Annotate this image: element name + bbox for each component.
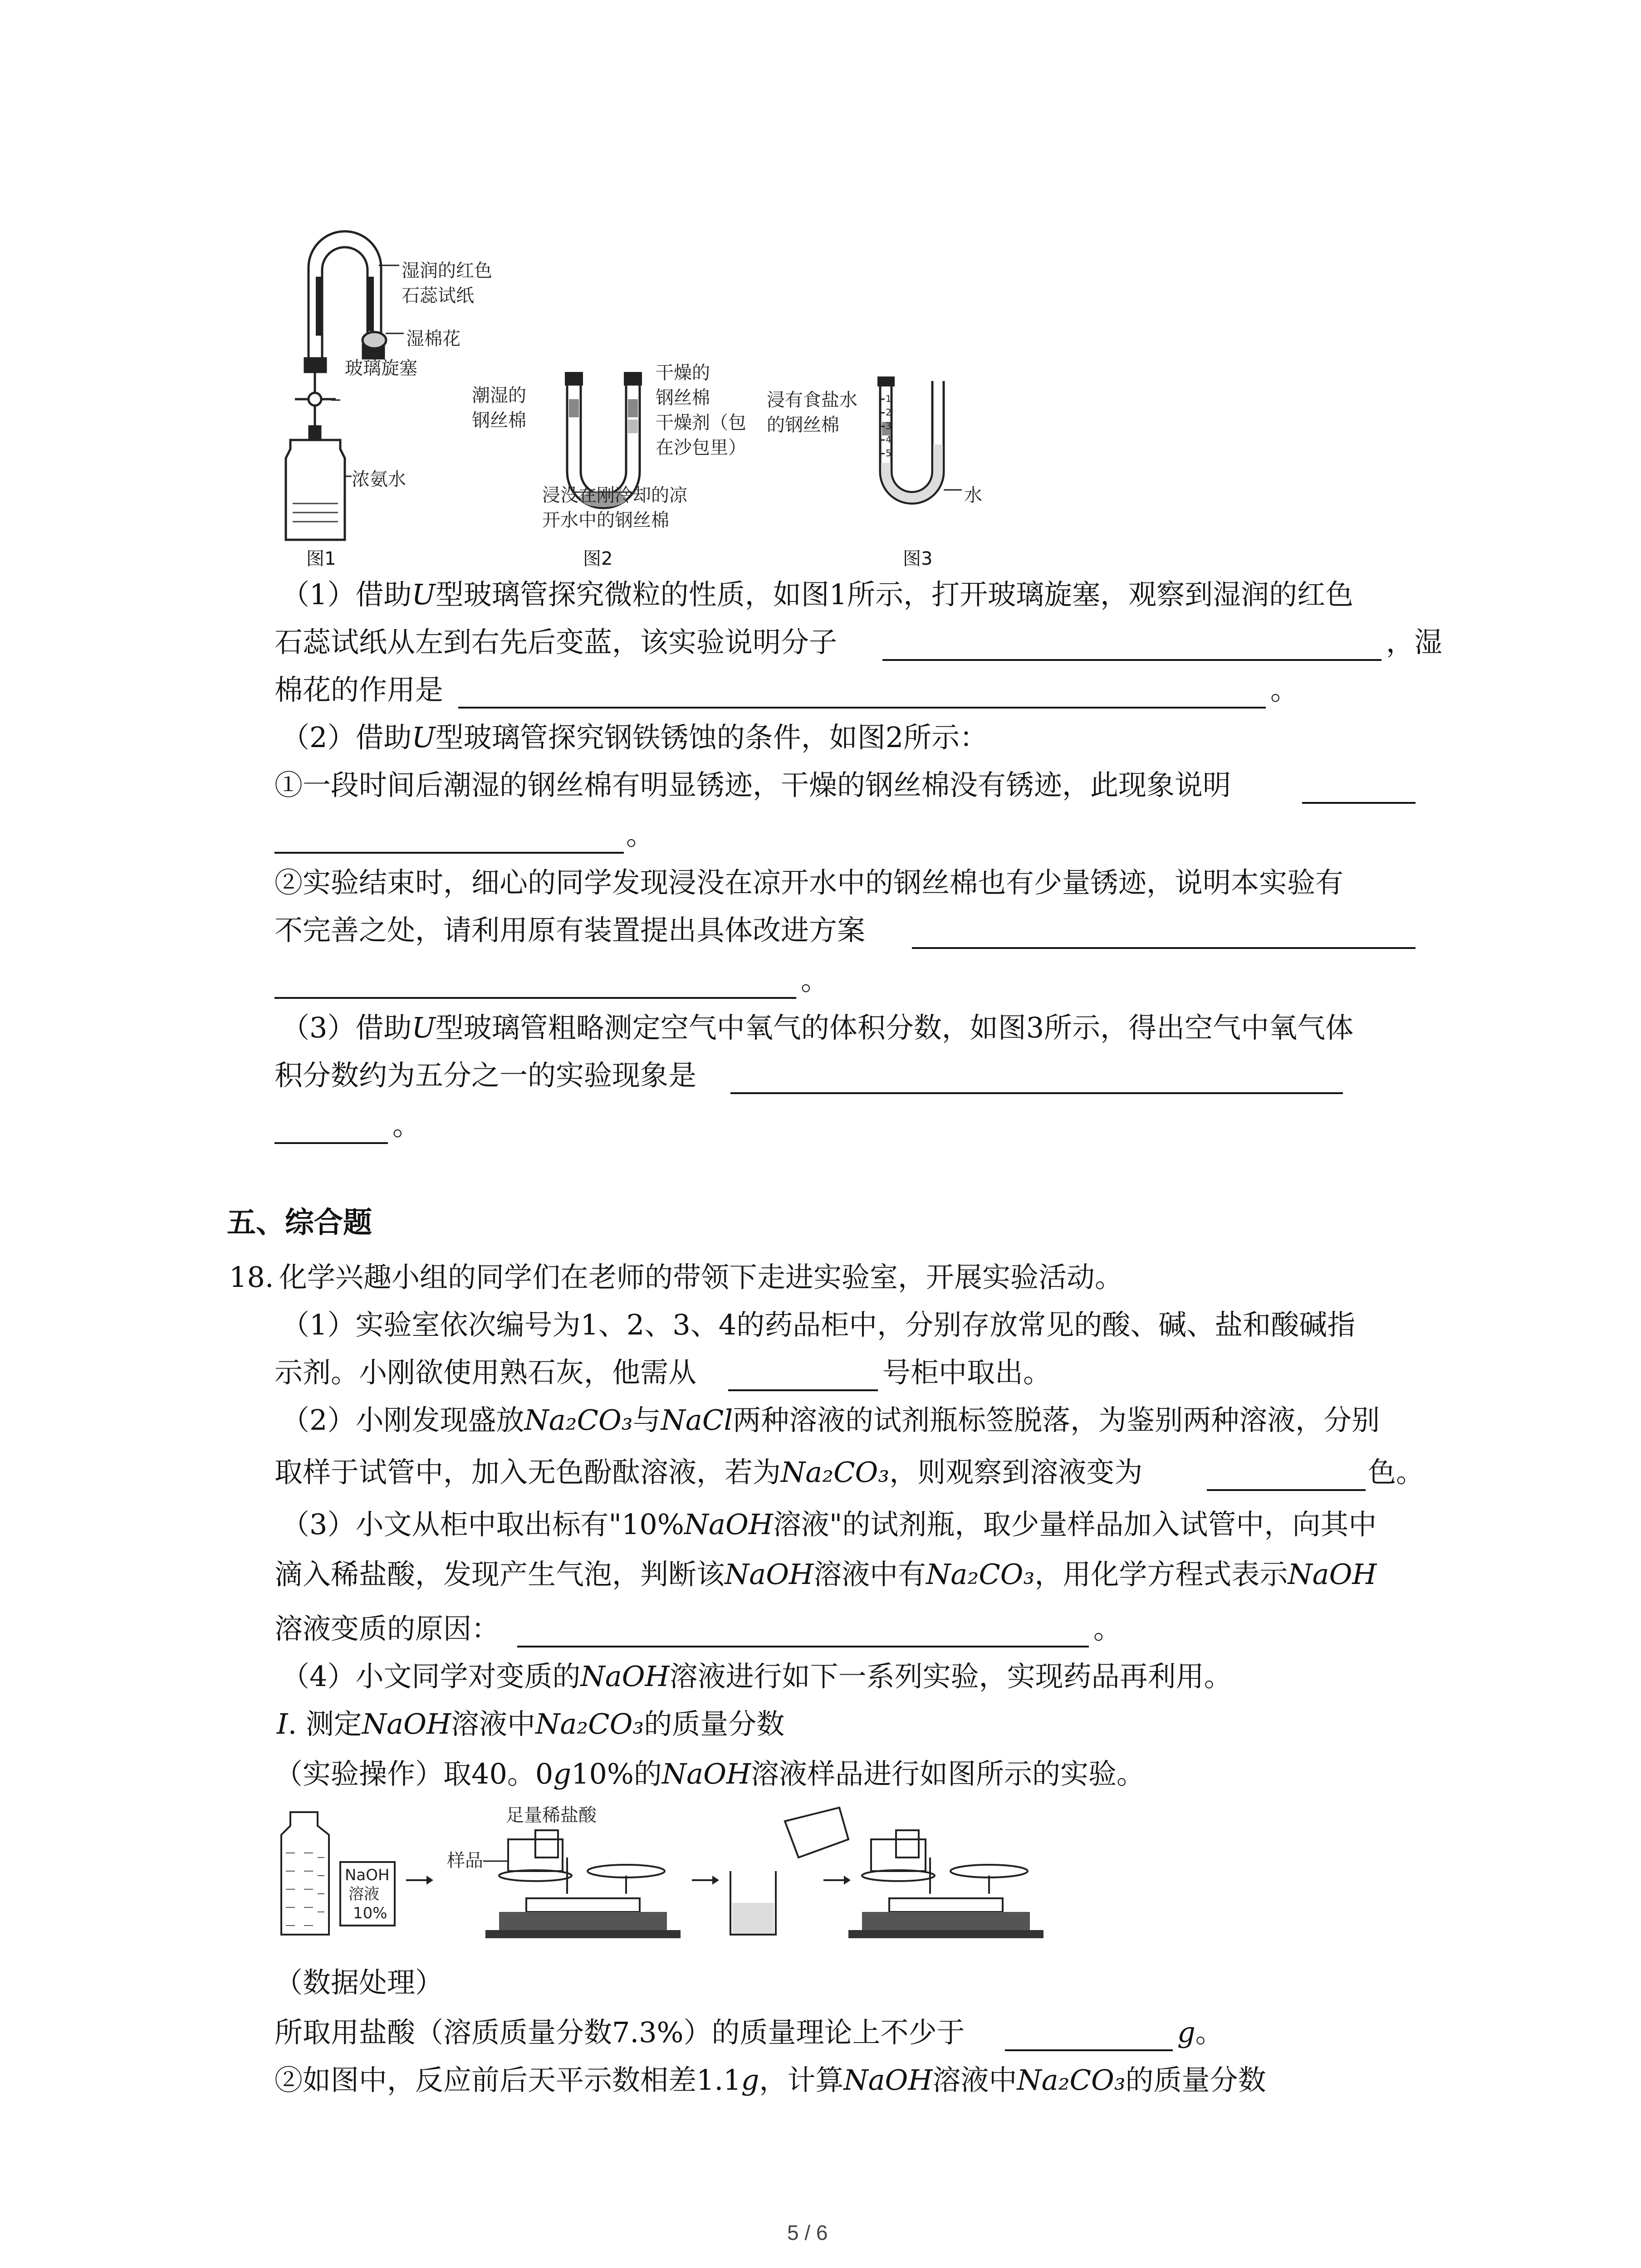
formula-na2co3: Na₂CO₃ <box>1017 2063 1126 2097</box>
fig3-caption: 图3 <box>903 548 933 569</box>
u-symbol: U <box>411 1011 436 1044</box>
fig2-label-wet-1: 潮湿的 <box>472 385 526 406</box>
formula-na2co3: Na₂CO₃ <box>535 1707 644 1740</box>
answer-blank-2[interactable] <box>458 680 1266 709</box>
text: 积分数约为五分之一的实验现象是 <box>274 1059 697 1092</box>
formula-naoh: NaOH <box>580 1660 670 1693</box>
formula-na2co3: Na₂CO₃ <box>781 1456 890 1489</box>
fig1-label-litmus-2: 石蕊试纸 <box>402 285 474 306</box>
text: 10%的 <box>571 1757 662 1790</box>
bottle-liquid-dashes <box>286 1853 324 1926</box>
fig3-scale-2: 2 <box>886 407 892 418</box>
text: 溶液样品进行如图所示的实验。 <box>750 1757 1145 1790</box>
fig3-scale-4: 4 <box>886 434 892 445</box>
formula-nacl: NaCl <box>661 1403 733 1437</box>
bottle-label-percent: 10% <box>353 1904 387 1922</box>
formula-naoh: NaOH <box>661 1757 751 1790</box>
text: 不完善之处，请利用原有装置提出具体改进方案 <box>274 914 866 947</box>
text: 。 <box>626 818 655 851</box>
fig3-label-water: 水 <box>964 485 982 506</box>
text: 型玻璃管探究钢铁锈蚀的条件，如图2所示： <box>435 721 988 754</box>
answer-blank-9[interactable] <box>1005 2023 1173 2051</box>
text: ②如图中，反应前后天平示数相差1.1 <box>274 2063 741 2097</box>
text: 所取用盐酸（溶质质量分数7.3%）的质量理论上不少于 <box>274 2016 965 2049</box>
text: （1）实验室依次编号为1、2、3、4的药品柜中，分别存放常见的酸、碱、盐和酸碱指 <box>281 1308 1356 1341</box>
text: 溶液进行如下一系列实验，实现药品再利用。 <box>669 1660 1232 1693</box>
text: （实验操作）取40。0 <box>274 1757 554 1790</box>
answer-blank-7[interactable] <box>1207 1463 1366 1491</box>
question-number: 18. <box>229 1261 274 1294</box>
text: 滴入稀盐酸，发现产生气泡，判断该 <box>274 1558 725 1591</box>
figure-balance-experiment <box>272 1803 1384 1939</box>
unit-g: g <box>1177 2016 1195 2049</box>
fig2-label-dry-1: 干燥的 <box>656 362 710 383</box>
fig3-scale-1: 1 <box>886 393 892 404</box>
bottle-label-solution: 溶液 <box>348 1885 379 1903</box>
fig2-label-desiccant-1: 干燥剂（包 <box>656 412 746 433</box>
text: 型玻璃管粗略测定空气中氧气的体积分数，如图3所示，得出空气中氧气体 <box>435 1011 1354 1044</box>
text: 。 <box>1195 2016 1224 2049</box>
formula-naoh: NaOH <box>1288 1558 1377 1591</box>
text: （4）小文同学对变质的 <box>281 1660 581 1693</box>
text: 溶液"的试剂瓶，取少量样品加入试管中，向其中 <box>773 1508 1377 1541</box>
acid-label: 足量稀盐酸 <box>506 1805 597 1826</box>
formula-na2co3: Na₂CO₃ <box>524 1403 633 1437</box>
answer-blank-5a[interactable] <box>730 1066 1343 1094</box>
text: 的质量分数 <box>644 1707 785 1740</box>
u-symbol: U <box>411 721 436 754</box>
text: 溶液变质的原因： <box>274 1612 500 1645</box>
text: 。 <box>801 963 829 997</box>
fig2-label-submerged-1: 浸没在刚冷却的凉 <box>542 485 687 506</box>
text: 两种溶液的试剂瓶标签脱落，为鉴别两种溶液，分别 <box>733 1403 1380 1437</box>
bottle-label-naoh: NaOH <box>345 1866 390 1884</box>
text: 的质量分数 <box>1125 2063 1266 2097</box>
text: （数据处理） <box>274 1966 444 1999</box>
text: ，湿 <box>1386 626 1443 659</box>
text: 。 <box>392 1109 421 1142</box>
u-symbol: U <box>411 578 436 611</box>
fig3-scale-3: 3 <box>886 420 892 431</box>
answer-blank-1[interactable] <box>882 633 1381 661</box>
fig2-label-dry-2: 钢丝棉 <box>656 387 710 408</box>
text: （2）小刚发现盛放 <box>281 1403 524 1437</box>
fig2-caption: 图2 <box>583 548 613 569</box>
text: 石蕊试纸从左到右先后变蓝，该实验说明分子 <box>274 626 838 659</box>
text: 取样于试管中，加入无色酚酞溶液，若为 <box>274 1456 781 1489</box>
answer-blank-4a[interactable] <box>912 921 1416 949</box>
fig3-label-saltwater-2: 的钢丝棉 <box>767 415 839 435</box>
fig3-scale-5: 5 <box>886 448 892 459</box>
fig1-caption: 图1 <box>306 548 336 569</box>
formula-naoh: NaOH <box>725 1558 814 1591</box>
fig2-label-submerged-2: 开水中的钢丝棉 <box>542 510 669 531</box>
answer-blank-6[interactable] <box>728 1363 878 1391</box>
text: ，计算 <box>759 2063 844 2097</box>
formula-naoh: NaOH <box>843 2063 933 2097</box>
answer-blank-8[interactable] <box>517 1619 1089 1647</box>
fig1-label-cotton: 湿棉花 <box>406 328 460 349</box>
text: 示剂。小刚欲使用熟石灰，他需从 <box>274 1356 697 1389</box>
fig2-label-desiccant-2: 在沙包里） <box>656 437 746 458</box>
text: . 测定 <box>288 1707 362 1740</box>
text: 溶液中 <box>451 1707 536 1740</box>
fig1-label-litmus-1: 湿润的红色 <box>402 260 492 281</box>
unit-g: g <box>553 1757 572 1790</box>
fig3-label-saltwater-1: 浸有食盐水 <box>767 390 857 411</box>
fig2-label-wet-2: 钢丝棉 <box>472 410 526 431</box>
figure-3-u-tube-oxygen <box>871 372 980 522</box>
text: 号柜中取出。 <box>882 1356 1052 1389</box>
text: 型玻璃管探究微粒的性质，如图1所示，打开玻璃旋塞，观察到湿润的红色 <box>435 578 1354 611</box>
formula-naoh: NaOH <box>684 1508 773 1541</box>
text: 。 <box>1093 1612 1122 1645</box>
fig1-label-ammonia: 浓氨水 <box>352 469 406 490</box>
answer-blank-5b[interactable] <box>274 1116 388 1144</box>
formula-na2co3: Na₂CO₃ <box>926 1558 1035 1591</box>
text: 化学兴趣小组的同学们在老师的带领下走进实验室，开展实验活动。 <box>279 1261 1123 1294</box>
sample-label: 样品 <box>447 1850 483 1871</box>
text: （3）借助 <box>281 1011 412 1044</box>
unit-g: g <box>741 2063 759 2097</box>
text: ，用化学方程式表示 <box>1034 1558 1288 1591</box>
text: ①一段时间后潮湿的钢丝棉有明显锈迹，干燥的钢丝棉没有锈迹，此现象说明 <box>274 768 1231 802</box>
text: ②实验结束时，细心的同学发现浸没在凉开水中的钢丝棉也有少量锈迹，说明本实验有 <box>274 866 1344 899</box>
text: 。 <box>1270 673 1299 706</box>
roman-i: I <box>277 1707 288 1740</box>
text: 与 <box>632 1403 661 1437</box>
answer-blank-3b[interactable] <box>274 826 624 854</box>
text: 棉花的作用是 <box>274 673 444 706</box>
text: 溶液中有 <box>813 1558 926 1591</box>
text: （1）借助 <box>281 578 412 611</box>
text: （3）小文从柜中取出标有"10% <box>281 1508 684 1541</box>
text: ，则观察到溶液变为 <box>889 1456 1143 1489</box>
answer-blank-3a[interactable] <box>1302 776 1416 804</box>
text: 溶液中 <box>932 2063 1017 2097</box>
text: （2）借助 <box>281 721 412 754</box>
page-number: 5 / 6 <box>787 2221 828 2244</box>
text: 色。 <box>1368 1456 1425 1489</box>
fig1-label-stopcock: 玻璃旋塞 <box>345 358 417 379</box>
answer-blank-4b[interactable] <box>274 971 796 999</box>
formula-naoh: NaOH <box>362 1707 451 1740</box>
